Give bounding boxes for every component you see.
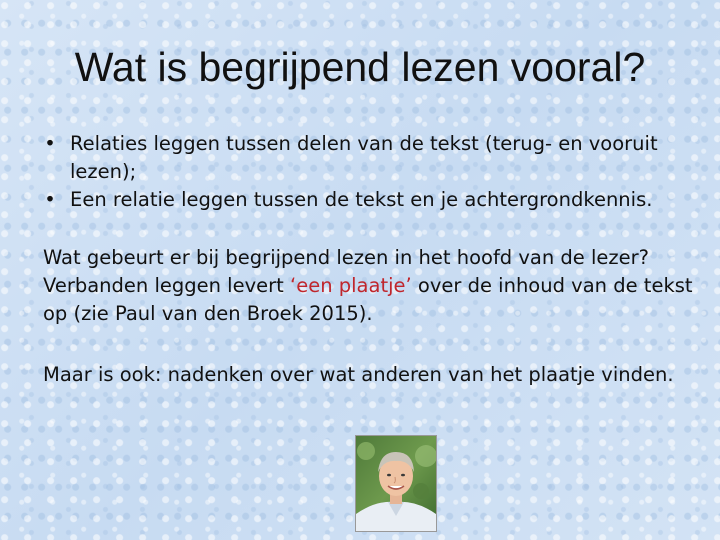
bullet-dot-icon: • bbox=[44, 188, 56, 211]
slide-body bbox=[43, 130, 693, 389]
closing-paragraph: Maar is ook: nadenken over wat anderen van het plaatje vinden. bbox=[43, 363, 674, 386]
answer-text-before: Verbanden leggen levert bbox=[43, 274, 290, 297]
bullet-item bbox=[43, 186, 693, 214]
portrait-photo-icon bbox=[355, 435, 437, 532]
bullet-list bbox=[43, 130, 693, 214]
bullet-item bbox=[43, 130, 693, 186]
slide-title: Wat is begrijpend lezen vooral? bbox=[74, 44, 646, 90]
bullet-text: Relaties leggen tussen delen van de tekst (terug- en vooruit lezen); bbox=[70, 132, 658, 183]
bullet-text: Een relatie leggen tussen de tekst en je achtergrondkennis. bbox=[70, 188, 653, 211]
answer-text-after: over de inhoud van de tekst op (zie Paul van den Broek 2015). bbox=[43, 274, 693, 325]
question-line: Wat gebeurt er bij begrijpend lezen in het hoofd van de lezer? bbox=[43, 246, 650, 269]
highlight-text: ‘een plaatje’ bbox=[290, 274, 412, 297]
bullet-dot-icon: • bbox=[44, 132, 56, 155]
question-paragraph bbox=[43, 244, 693, 328]
